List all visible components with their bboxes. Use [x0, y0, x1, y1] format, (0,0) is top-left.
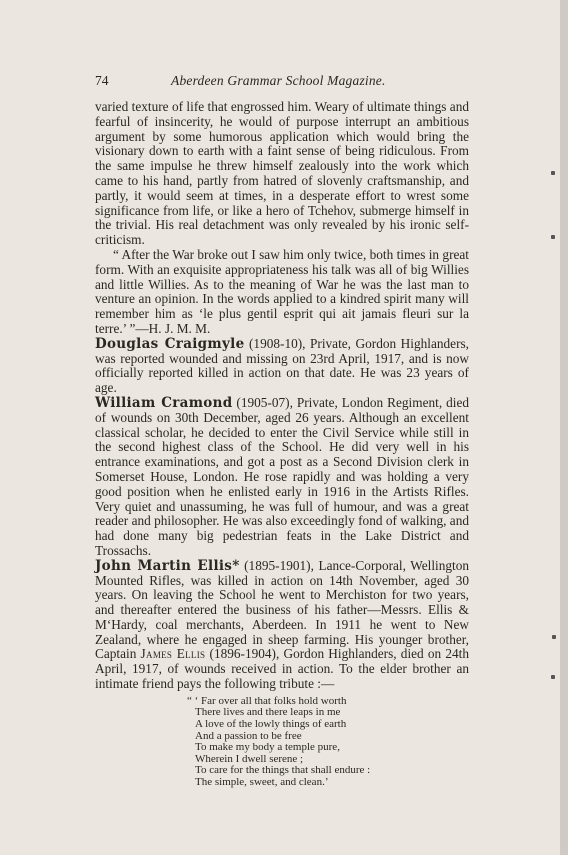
scan-speck	[551, 675, 555, 679]
poem-line: A love of the lowly things of earth	[195, 718, 347, 731]
poem-line: And a passion to be free	[195, 729, 302, 742]
poem-line: There lives and there leaps in me	[195, 706, 341, 719]
paragraph-continued: varied texture of life that engrossed him. Weary of ultimate things and fearful of insincerity, he would of purpose interrupt an ambitious argument by some humorous application which would bring the visionary down to earth with a faint sense of being ridiculous. From the same impulse he threw himself zealously into the work which came to his hand, partly from hatred of slovenly craftsmanship, and partly, it would seem at times, in a desperate effort to wrest some significance from life, or like a hero of Tchehov, submerge himself in the trivial. His real detachment was only revealed by his ironic self-criticism.	[95, 99, 469, 248]
obituary-text: (1895-1901), Lance-Corporal, Wellington Mounted Rifles, was killed in action on 14th November, aged 30 years. On leaving the School he went to Merchiston for two years, and thereafter entered the business of his father—Messrs. Ellis & M‘Hardy, coal merchants, Aberdeen. In 1911 he went to New Zealand, where he engaged in sheep farming. His younger brother, Captain	[95, 557, 470, 662]
scan-speck	[551, 235, 555, 239]
poem-line: “ ‘ Far over all that folks hold worth	[187, 694, 347, 707]
poem-line: Wherein I dwell serene ;	[195, 752, 304, 765]
page-number: 74	[95, 73, 109, 88]
poem-line: The simple, sweet, and clean.’	[195, 776, 329, 789]
obituary-text-continued: (1896-1904), Gordon Highlanders, died on 24th April, 1917, of wounds received in action. To the elder brother an intimate friend pays the following tribute :—	[95, 646, 469, 692]
obituary-text: (1908-10), Private, Gordon Highlanders, was reported wounded and missing on 23rd April, 1917, and is now officially reported killed in action on that date. He was 23 years of age.	[95, 335, 469, 396]
soldier-name: Douglas Craigmyle	[95, 335, 245, 352]
tribute-poem	[187, 696, 469, 789]
page-header	[95, 73, 475, 91]
obituary-entry-craigmyle	[95, 337, 469, 396]
brother-name: James Ellis	[140, 646, 206, 662]
obituary-entry-cramond	[95, 396, 469, 559]
poem-line: To care for the things that shall endure :	[195, 764, 371, 777]
running-title: Aberdeen Grammar School Magazine.	[171, 73, 386, 88]
poem-line: To make my body a temple pure,	[195, 741, 340, 754]
soldier-name: William Cramond	[95, 394, 233, 411]
soldier-name: John Martin Ellis*	[95, 557, 240, 574]
paragraph-quote: “ After the War broke out I saw him only twice, both times in great form. With an exquisite appropriateness his talk was all of big Willies and little Willies. As to the meaning of War he was the last man to venture an opinion. In the words applied to a kindred spirit many will remember him as ‘le plus gentil esprit qui ait jamais fleuri sur la terre.’ ”—H. J. M. M.	[95, 246, 469, 336]
scan-speck	[551, 171, 555, 175]
obituary-entry-ellis	[95, 559, 469, 692]
article-body	[95, 100, 469, 789]
page-edge-shadow	[560, 0, 568, 855]
obituary-text: (1905-07), Private, London Regiment, died of wounds on 30th December, aged 26 years. Although an excellent classical scholar, he decided to enter the Civil Service while still in the second highest class of the School. He did very well in his entrance examinations, and got a post as a Second Division clerk in Somerset House, London. He rose rapidly and was holding a very good position when he enlisted early in 1916 in the Artists Rifles. Very quiet and unassuming, he was full of humour, and was a great reader and philosopher. He was also exceedingly fond of walking, and had done many big pedestrian feats in the Lake District and Trossachs.	[95, 394, 469, 558]
scan-speck	[552, 635, 556, 639]
